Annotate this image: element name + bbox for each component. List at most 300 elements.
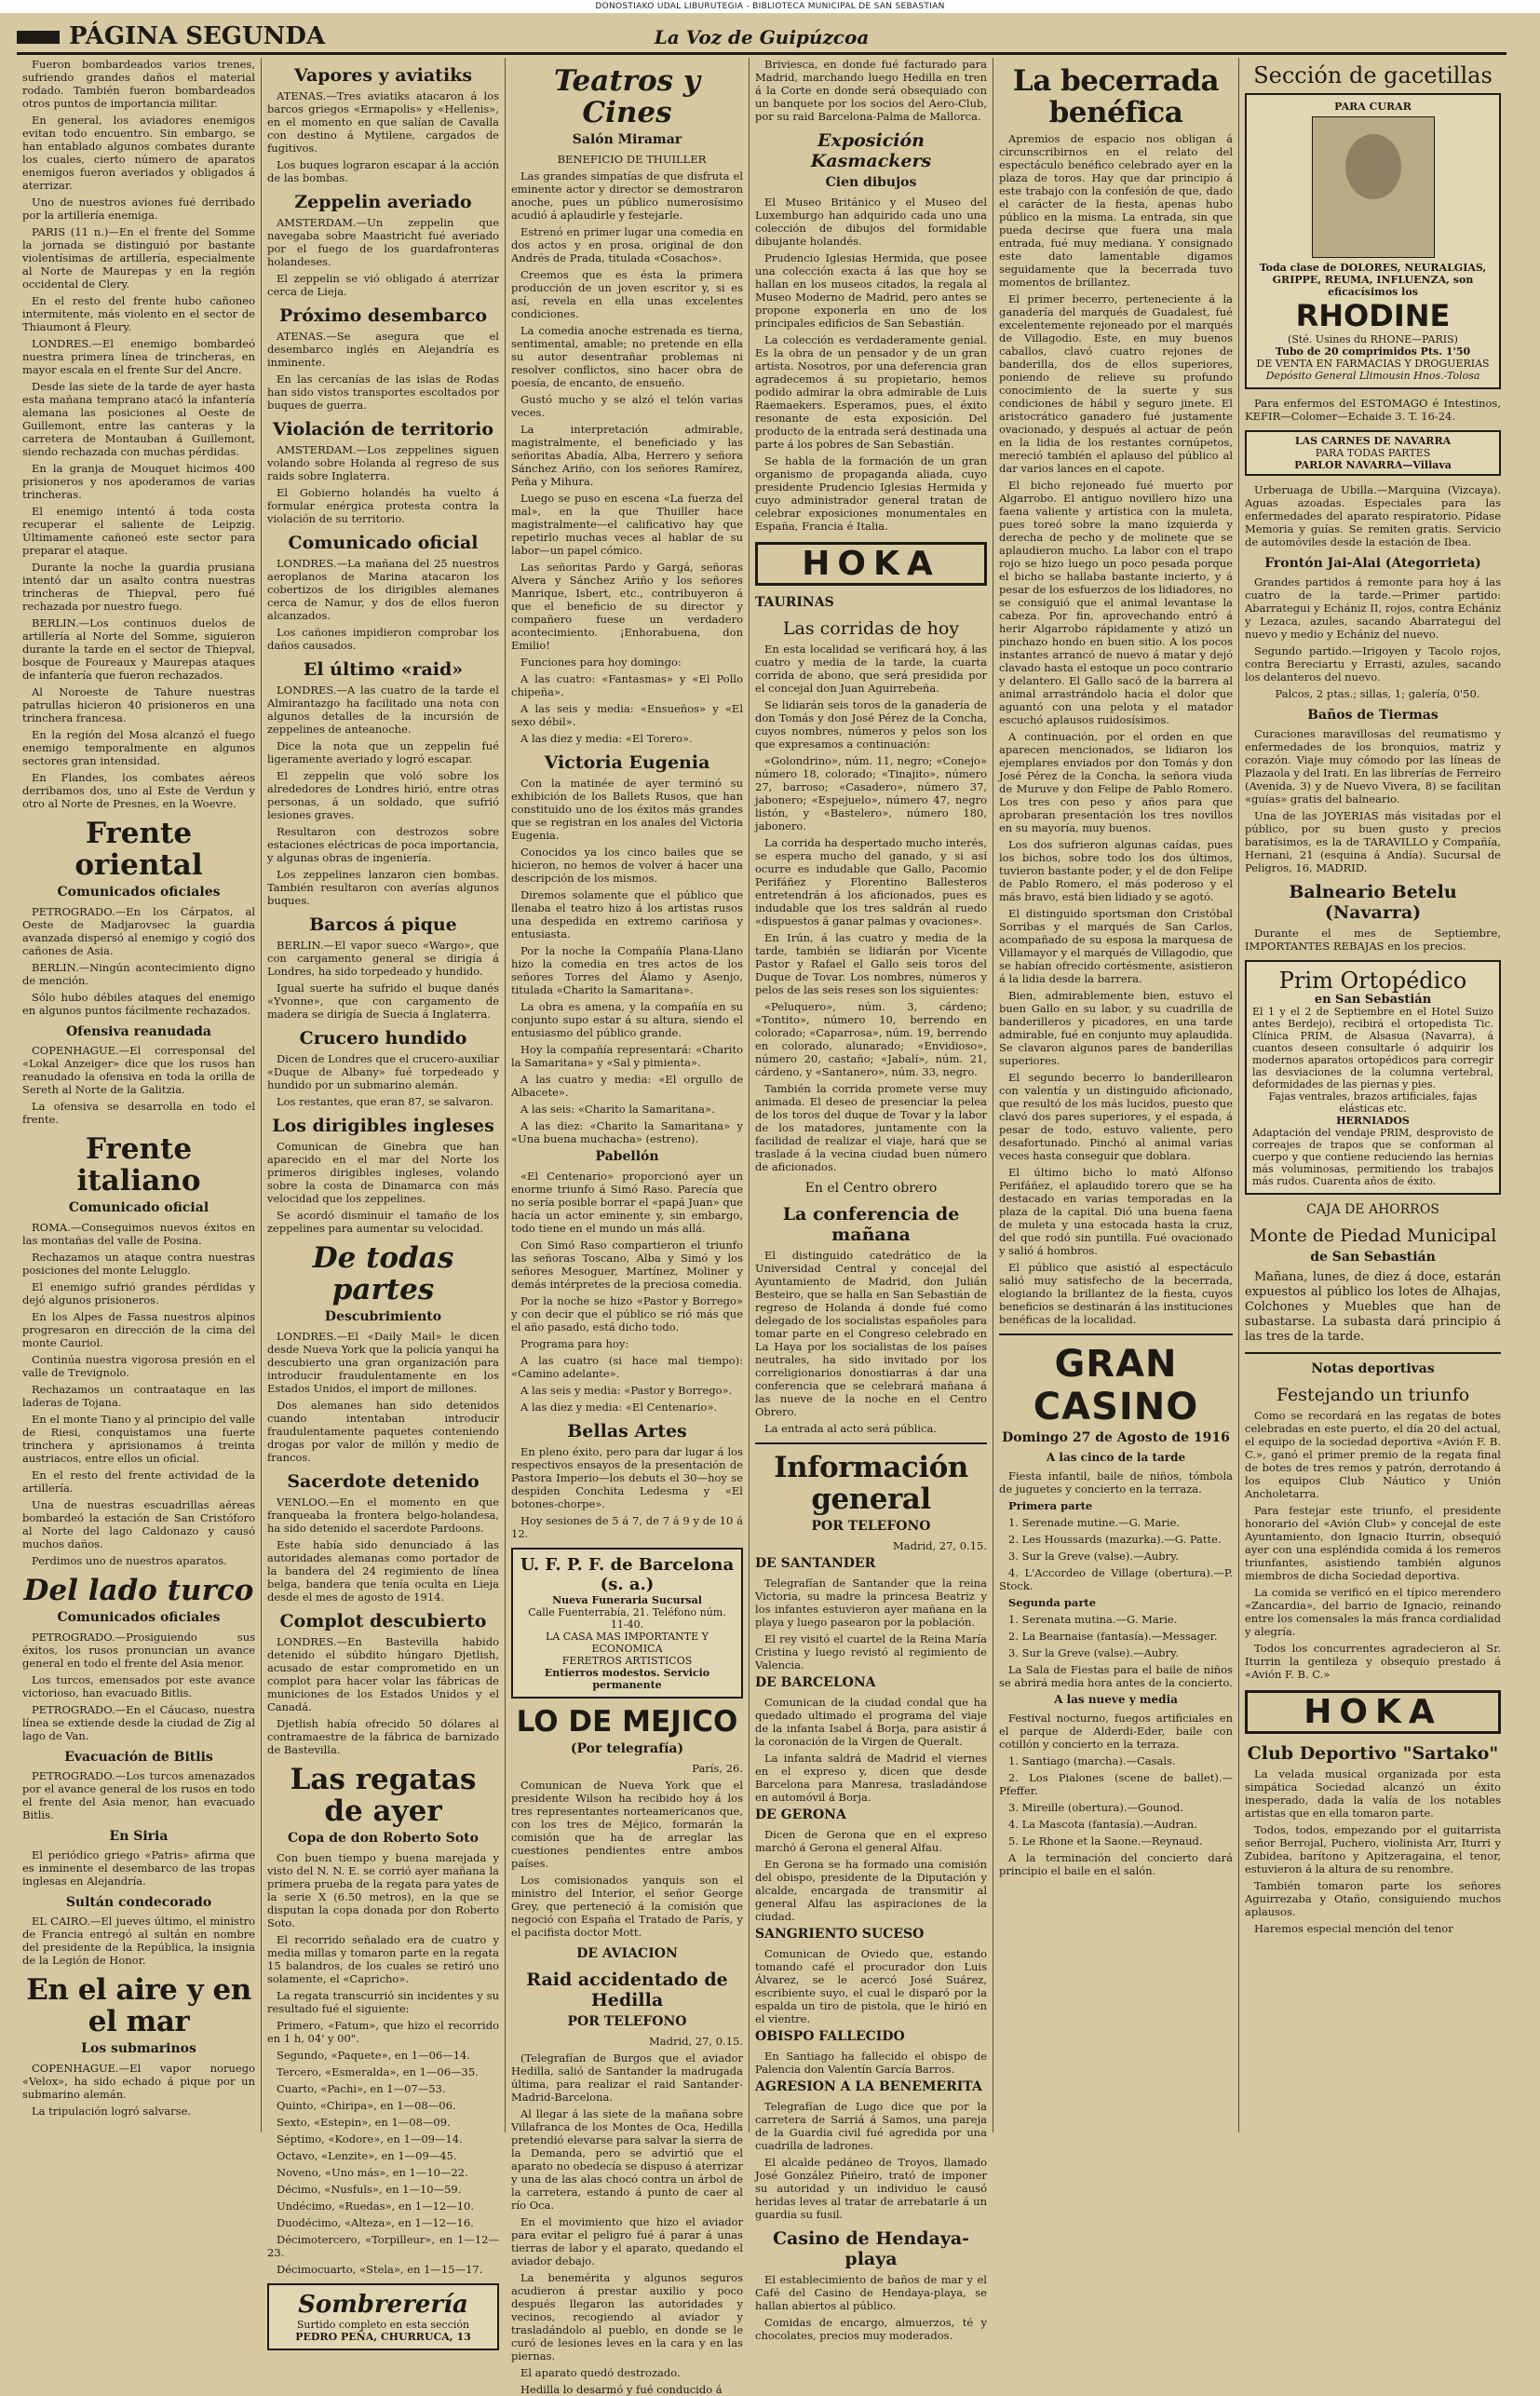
article-paragraph: El zeppelin se vió obligado á aterrizar cerca de Lieja. xyxy=(267,272,499,298)
ad-address: Calle Fuenterrabía, 21. Teléfono núm. 11-40. xyxy=(528,1606,726,1631)
ad-subtitle: HERNIADOS xyxy=(1336,1115,1410,1127)
headline-notas-deportivas: Notas deportivas xyxy=(1311,1361,1435,1376)
headline-regatas: Las regatas de ayer xyxy=(290,1763,477,1828)
article-paragraph: A las seis y media: «Ensueños» y «El sexo débil». xyxy=(511,702,743,728)
article-paragraph: AMSTERDAM.—Los zeppelines siguen volando sobre Holanda al regreso de sus raids sobre Inglaterra. xyxy=(267,443,499,482)
article-paragraph: Este había sido denunciado á las autoridades alemanas como portador de la bandera del 24 regimiento de línea belga, bandera que tenía oculta en Lieja desde el mes de agosto de 1914. xyxy=(267,1538,499,1604)
article-paragraph: Los zeppelines lanzaron cien bombas. También resultaron con averías algunos buques. xyxy=(267,868,499,907)
article-paragraph: El público que asistió al espectáculo salió muy satisfecho de la becerrada, elogiando la brillantez de la fiesta, cuyos beneficios se destinarán á las instituciones benéficas de la localidad. xyxy=(999,1261,1233,1326)
article-paragraph: La entrada al acto será pública. xyxy=(764,1422,938,1435)
article-paragraph: Dos alemanes han sido detenidos cuando intentaban introducir fraudulentamente paquetes conteniendo drogas por valor de millón y medio de francos. xyxy=(267,1399,499,1464)
article-paragraph: La colección es verdaderamente genial. Es la obra de un pensador y de un gran artista. Nosotros, por una deferencia gran agradecemos á su propietario, hemos podido admirar la obra admirable de Luis Raemaekers. Esperamos, pues, el éxito resonante de esta exposición. Del producto de la entrada será destinada una parte á los pobres de San Sebastián. xyxy=(755,333,987,451)
article-paragraph: A las cuatro y media: «El orgullo de Albacete». xyxy=(511,1073,743,1099)
article-paragraph: Curaciones maravillosas del reumatismo y enfermedades de los bronquios, matriz y corazón. Viaje muy cómodo por las líneas de Plazaola y del Irati. En las librerías de Ferreiro (Avenida, 3) y de Nuevo Vivera, 8) se facilitan «guías» gratis del balneario. xyxy=(1245,727,1501,805)
article-paragraph: En Santiago ha fallecido el obispo de Palencia don Valentín García Barros. xyxy=(755,2050,987,2076)
article-paragraph: Para festejar este triunfo, el presidente honorario del «Avión Club» y concejal de este Ayuntamiento, don Ignacio Iturrin, obsequió ayer con una espléndida comida á los remeros triunfantes, asistiendo también algunos miembros de dicha Sociedad deportiva. xyxy=(1245,1504,1501,1582)
headline-dirigibles: Los dirigibles ingleses xyxy=(272,1116,494,1136)
headline-raid: El último «raid» xyxy=(303,659,464,680)
article-paragraph: La Sala de Fiestas para el baile de niños se abrirá media hora antes de la concierto. xyxy=(999,1663,1233,1689)
subheadline: POR TELEFONO xyxy=(811,1519,931,1534)
ad-address: PEDRO PEÑA, CHURRUCA, 13 xyxy=(295,2331,471,2343)
article-paragraph: El zeppelin que voló sobre los alrededores de Londres hirió, entre otras personas, á un soldado, que sufrió lesiones graves. xyxy=(267,769,499,821)
portrait-illustration xyxy=(1312,116,1435,258)
article-paragraph: PETROGRADO.—Los turcos amenazados por el avance general de los rusos en todo el frente del Asia menor, han evacuado Bitlis. xyxy=(22,1769,255,1821)
article-paragraph: VENLOO.—En el momento en que franqueaba la frontera belgo-holandesa, ha sido detenido el sacerdote Pardoons. xyxy=(267,1496,499,1535)
divider xyxy=(755,1442,987,1444)
ad-carnes xyxy=(1245,430,1501,476)
article-paragraph: La interpretación admirable, magistralmente, el beneficiado y las señoritas Abadía, Alba, Herrero y señora Sánchez Ariño, con los señores Ramírez, Peña y Mihura. xyxy=(511,423,743,488)
ad-title: Prim Ortopédico xyxy=(1278,968,1467,994)
article-paragraph: El primer becerro, perteneciente á la ganadería del marqués de Guadalest, fué excelentemente rejoneado por el marqués de Villagodio. Este, en muy buenos caballos, clavó cuatro rejones de banderilla, dos de ellos superiores, poniendo de relieve su profundo conocimiento de la suerte y sus condiciones de hábil y seguro jinete. El aristocrático ganadero fué justamente ovacionado, y después al actuar de peón en la lidia de los restantes cornúpetos, mereció también el aplauso del público al dar varios lances en el capote. xyxy=(999,292,1233,475)
result-line: Segundo, «Paquete», en 1—06—14. xyxy=(277,2049,471,2062)
article-paragraph: Madrid, 27, 0.15. xyxy=(648,2035,743,2048)
article-paragraph: También tomaron parte los señores Aguirrezaba y Otaño, consiguiendo muchos aplausos. xyxy=(1245,1879,1501,1918)
article-paragraph: El alcalde pedáneo de Troyos, llamado José González Piñeiro, trató de imponer su autoridad y un individuo le causó heridas leves al tratar de arrebatarle á un guardia su fusil. xyxy=(755,2156,987,2221)
headline-comunicado: Comunicado oficial xyxy=(288,533,479,553)
article-paragraph: Se acordó disminuir el tamaño de los zeppelines para aumentar su velocidad. xyxy=(267,1209,499,1235)
article-paragraph: Una de las JOYERIAS más visitadas por el público, por su buen gusto y precios baratísimos, es la de TARAVILLO y Compañía, Hernani, 21 (esquina á Andía). Sucursal de Peligros, 16, MADRID. xyxy=(1245,809,1501,874)
article-paragraph: Fueron bombardeados varios trenes, sufriendo grandes daños el material rodado. También fueron bombardeados otros puntos de importancia militar. xyxy=(22,58,255,110)
ad-rhodine xyxy=(1245,93,1501,389)
column-6 xyxy=(1238,58,1506,2132)
headline-informacion: Información general xyxy=(774,1451,968,1516)
article-paragraph: LONDRES.—El «Daily Mail» le dicen desde Nueva York que la policía yanqui ha descubierto una gran organización para introducir fraudulentamente en los Estados Unidos, el import de millones. xyxy=(267,1330,499,1395)
headline-lado-turco: Del lado turco xyxy=(23,1574,254,1607)
article-paragraph: BERLIN.—El vapor sueco «Wargo», que con cargamento general se dirigía á Londres, ha sido torpedeado y hundido. xyxy=(267,939,499,978)
article-paragraph: (Telegrafían de Burgos que el aviador Hedilla, salió de Santander la madrugada última, para realizar el raid Santander-Madrid-Barcelona. xyxy=(511,2051,743,2104)
headline-complot: Complot descubierto xyxy=(279,1611,487,1631)
result-line: Sexto, «Estepin», en 1—08—09. xyxy=(277,2116,451,2129)
headline-banos: Baños de Tiermas xyxy=(1307,708,1439,723)
headline-bitlis: Evacuación de Bitlis xyxy=(64,1750,213,1765)
headline-sultan: Sultán condecorado xyxy=(65,1895,212,1910)
column-5 xyxy=(993,58,1238,2132)
column-3 xyxy=(505,58,749,2396)
ad-sombrereria xyxy=(267,2283,499,2350)
section-taurinas: TAURINAS xyxy=(755,595,834,610)
article-paragraph: Los dos sufrieron algunas caídas, pues los bichos, sobre todo los dos últimos, tuvieron bastante poder, y el de don Felipe de Pablo Romero, el más poderoso y el más bravo, está bien lidiado y se agotó. xyxy=(999,838,1233,903)
article-paragraph: La obra es amena, y la compañía en su conjunto supo estar á su altura, siendo el entusiasmo del público grande. xyxy=(511,1000,743,1039)
article-paragraph: La tripulación logró salvarse. xyxy=(32,2105,192,2118)
article-paragraph: PETROGRADO.—En el Cáucaso, nuestra línea se extiende desde la ciudad de Zig al lago de Van. xyxy=(22,1703,255,1742)
article-paragraph: En los Alpes de Fassa nuestros alpinos progresaron en dirección de la cima del monte Cauriol. xyxy=(22,1310,255,1349)
article-paragraph: Comunican de Nueva York que el presidente Wilson ha recibido hoy á los tres representantes norteamericanos que, con los tres de Méjico, formarán la comisión que ha de arreglar las cuestiones pendientes entre ambos países. xyxy=(511,1779,743,1870)
article-paragraph: Dice la nota que un zeppelin fué ligeramente averiado y logró escapar. xyxy=(267,739,499,765)
section-head: AGRESION A LA BENEMERITA xyxy=(755,2079,982,2094)
program-item: 4. L'Accordeo de Village (obertura).—P. Stock. xyxy=(999,1566,1233,1592)
headline-caja: CAJA DE AHORROS xyxy=(1306,1202,1439,1217)
article-paragraph: Los restantes, que eran 87, se salvaron. xyxy=(277,1095,493,1108)
article-paragraph: A las cuatro (si hace mal tiempo): «Camino adelante». xyxy=(511,1354,743,1380)
article-paragraph: Las señoritas Pardo y Gargá, señoras Alvera y Sánchez Ariño y los señores Manrique, Isbert, etc., contribuyeron á que el beneficio de su director y compañero fuese un verdadero acontecimiento. ¡Enhorabuena, don Emilio! xyxy=(511,561,743,652)
article-paragraph: ROMA.—Conseguimos nuevos éxitos en las montañas del valle de Posina. xyxy=(22,1221,255,1247)
article-paragraph: El Museo Británico y el Museo del Luxemburgo han adquirido cada uno una colección de dibujos del formidable dibujante holandés. xyxy=(755,196,987,248)
ad-subtitle: Nueva Funeraria Sucursal xyxy=(552,1594,702,1606)
divider xyxy=(999,1333,1233,1335)
article-paragraph: ATENAS.—Tres aviatiks atacaron á los barcos griegos «Ermapolis» y «Hellenis», en el momento en que salían de Cavalla con destino á Mytilene, cargados de fugitivos. xyxy=(267,89,499,155)
article-paragraph: EL CAIRO.—El jueves último, el ministro de Francia entregó al sultán en nombre del presidente de la República, la insignia de la Legión de Honor. xyxy=(22,1915,255,1967)
ad-line: PARLOR NAVARRA—Villava xyxy=(1294,459,1452,471)
headline-crucero: Crucero hundido xyxy=(299,1028,467,1049)
article-paragraph: Al llegar á las siete de la mañana sobre Villafranca de los Montes de Oca, Hedilla pretendió elevarse para salvar la sierra de la Demanda, pero se advirtió que el aparato no obedecía se dispuso á aterrizar y una de las alas chocó contra un árbol de la carretera, estando á punto de caer al río Oca. xyxy=(511,2107,743,2212)
article-paragraph: COPENHAGUE.—El corresponsal del «Lokal Anzeiger» dice que los rusos han reanudado la ofensiva en toda la orilla de Sereth al Norte de la Galitzia. xyxy=(22,1044,255,1096)
article-paragraph: El periódico griego «Patris» afirma que es inminente el desembarco de las tropas inglesas en Alejandría. xyxy=(22,1848,255,1888)
headline-zeppelin: Zeppelin averiado xyxy=(294,192,472,212)
article-paragraph: Urberuaga de Ubilla.—Marquina (Vizcaya). Aguas azoadas. Especiales para las enfermedades del aparato respiratorio. Pídase Memoria y guías. Se remiten gratis. Servicio de automóviles desde la estación de Ibea. xyxy=(1245,483,1501,548)
article-paragraph: En la región del Mosa alcanzó el fuego enemigo temporalmente en algunos sectores gran intensidad. xyxy=(22,728,255,767)
headline-todas-partes: De todas partes xyxy=(312,1241,454,1306)
article-paragraph: Los cañones impidieron comprobar los daños causados. xyxy=(267,626,499,652)
article-paragraph: Resultaron con destrozos sobre estaciones eléctricas de poca importancia, y algunas obras de ingeniería. xyxy=(267,825,499,864)
column-1 xyxy=(17,58,261,2132)
article-paragraph: A las seis: «Charito la Samaritana». xyxy=(520,1103,715,1116)
masthead xyxy=(17,20,1506,55)
headline-raid-hedilla: Raid accidentado de Hedilla xyxy=(526,1970,728,2010)
program-item: 5. Le Rhone et la Saone.—Reynaud. xyxy=(1008,1834,1203,1848)
article-paragraph: A continuación, por el orden en que aparecen mencionados, se lidiaron los ejemplares enviados por don Tomás y don José Pérez de la Concha, la señora viuda de Muruve y don Felipe de Pablo Romero. Los tres con peso y años para que aprobaran presentación los tres novillos en su mayoría, muy buenos. xyxy=(999,730,1233,834)
article-paragraph: Palcos, 2 ptas.; sillas, 1; galería, 0'50. xyxy=(1275,687,1480,700)
article-paragraph: En el resto del frente actividad de la artillería. xyxy=(22,1469,255,1495)
headline-betelu: Balneario Betelu (Navarra) xyxy=(1289,882,1457,923)
article-paragraph: Gustó mucho y se alzó el telón varias veces. xyxy=(511,393,743,419)
ad-line: PARA CURAR xyxy=(1334,101,1412,113)
ad-prim xyxy=(1245,960,1501,1195)
ad-line: FERETROS ARTISTICOS xyxy=(561,1655,693,1667)
ad-subtitle: en San Sebastián xyxy=(1314,993,1432,1007)
casino-time: A las cinco de la tarde xyxy=(1046,1451,1186,1464)
article-paragraph: Los buques lograron escapar á la acción de las bombas. xyxy=(267,158,499,184)
article-paragraph: El aparato quedó destrozado. xyxy=(520,2366,681,2379)
article-paragraph: Durante la noche la guardia prusiana intentó dar un asalto contra nuestras trincheras de Thiepval, pero fué rechazada por nuestro fuego. xyxy=(22,561,255,613)
article-paragraph: La infanta saldrá de Madrid el viernes en el expreso y, dicen que desde Barcelona para Manresa, trasladándose en automóvil á Borja. xyxy=(755,1752,987,1804)
headline-frente-italiano: Frente italiano xyxy=(76,1132,201,1198)
article-paragraph: Diremos solamente que el público que llenaba el teatro hizo á los artistas rusos una despedida en extremo cariñosa y entusiasta. xyxy=(511,888,743,941)
article-paragraph: PETROGRADO.—En los Cárpatos, al Oeste de Madjarovsec la guardia avanzada dispersó al enemigo y cogió dos cañones de Asia. xyxy=(22,905,255,957)
result-line: Séptimo, «Kodore», en 1—09—14. xyxy=(277,2132,463,2146)
headline-sacerdote: Sacerdote detenido xyxy=(287,1471,480,1492)
article-paragraph: Se habla de la formación de un gran organismo de propaganda aliada, cuyo presidente Prudencio Iglesias Hermida y cuyo administrador general tratan de celebrar exposiciones monumentales en España, Francia é Italia. xyxy=(755,454,987,533)
article-paragraph: Estrenó en primer lugar una comedia en dos actos y en prosa, original de don Andrés de Prada, titulada «Cosachos». xyxy=(511,225,743,264)
headline-aviacion: DE AVIACION xyxy=(576,1946,678,1961)
result-line: Décimocuarto, «Stela», en 1—15—17. xyxy=(277,2263,483,2276)
article-paragraph: Con Simó Raso compartieron el triunfo las señoras Toscano, Alba y Simó y los señores Mesoguer, Martínez, Moliner y demás intérpretes de la preciosa comedia. xyxy=(511,1239,743,1291)
article-paragraph: COPENHAGUE.—El vapor noruego «Velox», ha sido echado á pique por un submarino alemán. xyxy=(22,2062,255,2101)
article-paragraph: Una de nuestras escuadrillas aéreas bombardeó la estación de San Cristóforo al Norte del lago Caldonazo y causó muchos daños. xyxy=(22,1498,255,1550)
program-item: 1. Santiago (marcha).—Casals. xyxy=(1008,1754,1176,1767)
headline-violacion: Violación de territorio xyxy=(272,419,494,440)
article-paragraph: Uno de nuestros aviones fué derribado por la artillería enemiga. xyxy=(22,196,255,222)
article-paragraph: AMSTERDAM.—Un zeppelin que navegaba sobre Maastricht fué averiado por el fuego de los guardafronteras holandeses. xyxy=(267,216,499,268)
article-paragraph: Con buen tiempo y buena marejada y visto del N. N. E. se corrió ayer mañana la primera prueba de la regata para yates de la serie X (6.50 metros), en la que se disputan la copa donada por don Roberto Soto. xyxy=(267,1851,499,1929)
column-4 xyxy=(749,58,993,2342)
headline-corridas: Las corridas de hoy xyxy=(782,618,960,639)
headline-aire-mar: En el aire y en el mar xyxy=(26,1973,251,2038)
article-paragraph: En el resto del frente hubo cañoneo intermitente, más violento en el sector de Thiaumont á Fleury. xyxy=(22,294,255,333)
ad-line: PARA TODAS PARTES xyxy=(1315,447,1431,459)
ad-text: Fajas ventrales, brazos artificiales, fajas elásticas etc. xyxy=(1268,1090,1478,1115)
ad-brand: RHODINE xyxy=(1295,298,1451,333)
newspaper-title: La Voz de Guipúzcoa xyxy=(654,26,870,48)
article-paragraph: «El Centenario» proporcionó ayer un enorme triunfo á Simó Raso. Parecía que no sería posible borrar el «papá Juan» que hacía un actor eminente y, sin embargo, todo tiene en el mundo un más allá. xyxy=(511,1170,743,1235)
hoka-banner: HOKA xyxy=(1245,1690,1501,1734)
result-line: Tercero, «Esmeralda», en 1—06—35. xyxy=(277,2065,479,2078)
ad-text: Adaptación del vendaje PRIM, desprovisto de correajes de trapos que se conforman al cuerpo y que contiene reduciendo las hernias más voluminosas, permitiendo los trabajos más rudos. Cuarenta años de éxito. xyxy=(1252,1127,1493,1187)
regatta-results xyxy=(267,2019,499,2276)
ad-funeraria xyxy=(511,1548,743,1699)
article-paragraph: El enemigo intentó á toda costa recuperar el saliente de Leipzig. Últimamente cañoneó este sector para preparar el ataque. xyxy=(22,505,255,557)
article-paragraph: Madrid, 27, 0.15. xyxy=(892,1539,987,1552)
headline-vapores: Vapores y aviatiks xyxy=(293,65,473,86)
section-head: DE SANTANDER xyxy=(755,1556,876,1571)
subheadline: Salón Miramar xyxy=(572,132,682,147)
ad-text: El 1 y el 2 de Septiembre en el Hotel Suizo antes Berdejo), recibirá el ortopedista Tic. Clínica PRIM, de Alsasua (Navarra), á cuantos deseen consultarle ó adquirir los modernos aparatos ortopédicos para corregir las desviaciones de la columna vertebral, deformidades de las piernas y pies. xyxy=(1252,1006,1493,1090)
article-paragraph: En pleno éxito, pero para dar lugar á los respectivos ensayos de la presentación de Pastora Imperio—los debuts el 30—hoy se despiden Conchita Ledesma y «El botones-chorpe». xyxy=(511,1445,743,1510)
result-line: Noveno, «Uno más», en 1—10—22. xyxy=(277,2166,468,2179)
article-paragraph: Haremos especial mención del tenor xyxy=(1254,1922,1453,1935)
program-item: 2. Les Houssards (mazurka).—G. Patte. xyxy=(1008,1533,1222,1546)
article-paragraph: El rey visitó el cuartel de la Reina María Cristina y luego revistó al regimiento de Valencia. xyxy=(755,1632,987,1672)
article-paragraph: En Irún, á las cuatro y media de la tarde, también se lidiarán por Vicente Pastor y Rafael el Gallo seis toros del Duque de Tovar. Los nombres, números y pelos de las seis reses son los siguientes: xyxy=(755,931,987,996)
headline-frente-oriental: Frente oriental xyxy=(74,817,203,882)
article-paragraph: El enemigo sufrió grandes pérdidas y dejó algunos prisioneros. xyxy=(22,1280,255,1306)
subheadline: Descubrimiento xyxy=(324,1309,442,1324)
headline-ofensiva: Ofensiva reanudada xyxy=(65,1024,212,1039)
program-item: 3. Sur la Greve (valse).—Aubry. xyxy=(1008,1646,1179,1659)
article-paragraph: Continúa nuestra vigorosa presión en el valle de Trevignolo. xyxy=(22,1353,255,1379)
headline-barcos: Barcos á pique xyxy=(309,914,457,935)
headline-conferencia: La conferencia de mañana xyxy=(782,1204,960,1245)
subheadline: Pabellón xyxy=(595,1149,659,1164)
article-paragraph: LONDRES.—La mañana del 25 nuestros aeroplanos de Marina atacaron los cobertizos de los dirigibles alemanes cerca de Namur, y dos de ellos fueron alcanzados. xyxy=(267,557,499,622)
article-paragraph: ATENAS.—Se asegura que el desembarco inglés en Alejandría es inminente. xyxy=(267,330,499,369)
headline-gacetillas: Sección de gacetillas xyxy=(1253,62,1493,88)
subheadline: A las nueve y media xyxy=(1054,1693,1178,1706)
article-paragraph: Hoy la compañía representará: «Charito la Samaritana» y «Sal y pimienta». xyxy=(511,1043,743,1069)
article-paragraph: Rechazamos un ataque contra nuestras posiciones del monte Lelugglo. xyxy=(22,1251,255,1277)
section-head: SANGRIENTO SUCESO xyxy=(755,1927,925,1942)
program-item: 3. Sur la Greve (valse).—Aubry. xyxy=(1008,1550,1179,1563)
section-head: OBISPO FALLECIDO xyxy=(755,2029,905,2044)
subheadline: POR TELEFONO xyxy=(567,2014,687,2029)
program-item: 1. Serenata mutina.—G. Marie. xyxy=(1008,1613,1178,1626)
article-paragraph: El distinguido sportsman don Cristóbal Sorribas y el marqués de San Carlos, acompañado de su esposa la marquesa de Villamayor y el marqués de Villagodio, que se habían ofrecido cortésmente, asistieron á la lidia desde la barrera. xyxy=(999,907,1233,985)
article-paragraph: Telegrafían de Lugo dice que por la carretera de Sarriá á Samos, una pareja de la Guardia civil fué agredida por una cuadrilla de ladrones. xyxy=(755,2100,987,2152)
article-paragraph: A las diez: «Charito la Samaritana» y «Una buena muchacha» (estreno). xyxy=(511,1119,743,1145)
casino-date: Domingo 27 de Agosto de 1916 xyxy=(1002,1430,1230,1445)
article-paragraph: Durante el mes de Septiembre, IMPORTANTES REBAJAS en los precios. xyxy=(1245,927,1501,953)
article-paragraph: También la corrida promete verse muy animada. El deseo de presenciar la pelea de los toros del duque de Tovar y la labor de los matadores, juntamente con la facilidad de realizar el viaje, hará que se traslade á la vecina ciudad buen número de aficionados. xyxy=(755,1082,987,1173)
article-paragraph: Sólo hubo débiles ataques del enemigo en algunos puntos fácilmente rechazados. xyxy=(22,991,255,1017)
program-part: Primera parte xyxy=(1008,1499,1093,1512)
result-line: Quinto, «Chiripa», en 1—08—06. xyxy=(277,2099,456,2112)
article-paragraph: Mañana, lunes, de diez á doce, estarán expuestos al público los lotes de Alhajas, Colchones y Muebles que han de subastarse. La subasta dará principio á las tres de la tarde. xyxy=(1245,1270,1501,1344)
article-paragraph: Dicen de Londres que el crucero-auxiliar «Duque de Albany» fué torpedeado y hundido por un submarino alemán. xyxy=(267,1052,499,1091)
article-paragraph: Luego se puso en escena «La fuerza del mal», en la que Thuiller hace magistralmente—el calificativo hay que repetirlo muchas veces al hablar de su labor—un papel cómico. xyxy=(511,492,743,557)
article-paragraph: Apremios de espacio nos obligan á circunscribirnos en el relato del espectáculo benéfico celebrado ayer en la plaza de toros. Hay que dar principio á este trabajo con la confesión de que, dado el carácter de la fiesta, apenas hubo público en la misma. La entrada, sin que pueda decirse que fuera una mala entrada, fué muy mediana. Y consignado este dato lamentable digamos seguidamente que la becerrada tuvo momentos de brillantez. xyxy=(999,132,1233,289)
ad-title: Sombrerería xyxy=(298,2291,468,2319)
article-paragraph: En esta localidad se verificará hoy, á las cuatro y media de la tarde, la cuarta corrida de abono, que será presidida por el concejal don Juan Aguirrebeña. xyxy=(755,643,987,695)
article-paragraph: A las seis y media: «Pastor y Borrego». xyxy=(520,1384,733,1397)
headline-festejando: Festejando un triunfo xyxy=(1276,1385,1470,1405)
program-item: 1. Serenade mutine.—G. Marie. xyxy=(1008,1516,1181,1529)
article-paragraph: PARIS (11 n.)—En el frente del Somme la jornada se distinguió por bastante violentísimas de artillería, especialmente al Norte de Maurepas y en la región occidental de Clery. xyxy=(22,225,255,291)
article-paragraph: Perdimos uno de nuestros aparatos. xyxy=(32,1554,227,1567)
article-paragraph: Hoy sesiones de 5 á 7, de 7 á 9 y de 10 á 12. xyxy=(511,1514,743,1540)
article-paragraph: En Flandes, los combates aéreos derribamos dos, uno al Este de Verdun y otro al Norte de Presnes, en la Woevre. xyxy=(22,771,255,810)
article-paragraph: Creemos que es ésta la primera producción de un joven escritor y, si es así, revela en ella unas excelentes condiciones. xyxy=(511,268,743,320)
article-paragraph: Funciones para hoy domingo: xyxy=(520,656,682,669)
article-paragraph: Fiesta infantil, baile de niños, tómbola de juguetes y concierto en la terraza. xyxy=(999,1469,1233,1496)
article-paragraph: París, 26. xyxy=(692,1762,743,1775)
result-line: Cuarto, «Pachi», en 1—07—53. xyxy=(277,2082,446,2095)
article-paragraph: Djetlish había ofrecido 50 dólares al contramaestre de la fábrica de barnizado de Bastevilla. xyxy=(267,1717,499,1756)
article-paragraph: BERLIN.—Ningún acontecimiento digno de mención. xyxy=(22,961,255,987)
article-paragraph: El segundo becerro lo banderillearon con valentía y un distinguido aficionado, que resultó de los más lucidos, puesto que clavó dos pares superiores, y el espada, á pesar de todo, estuvo valiente, pero desafortunado. Pinchó al animal varias veces hasta conseguir que doblara. xyxy=(999,1071,1233,1162)
headline-victoria: Victoria Eugenia xyxy=(544,752,710,773)
article-paragraph: Segundo partido.—Irigoyen y Tacolo rojos, contra Bereciartu y Errasti, azules, sacando los delanteros del nuevo. xyxy=(1245,644,1501,684)
article-paragraph: La regata transcurrió sin incidentes y su resultado fué el siguiente: xyxy=(267,1989,499,2015)
article-paragraph: Comunican de Ginebra que han aparecido en el mar del Norte los primeros dirigibles ingleses, volando sobre la costa de Dinamarca con más velocidad que los zeppelines. xyxy=(267,1140,499,1205)
article-paragraph: A las diez y media: «El Torero». xyxy=(520,732,693,745)
hoka-banner: HOKA xyxy=(755,542,987,586)
article-paragraph: Festival nocturno, fuegos artificiales en el parque de Alderdi-Eder, baile con cotillón y concierto en la terraza. xyxy=(999,1712,1233,1751)
article-paragraph: LONDRES.—En Bastevilla habido detenido el súbdito húngaro Djetlish, acusado de estar comprometido en un complot para hacer volar las fábricas de municiones de los Estados Unidos y el Canadá. xyxy=(267,1635,499,1713)
headline-exposicion: Exposición Kasmackers xyxy=(810,130,932,171)
article-paragraph: Los turcos, emensados por este avance victorioso, han evacuado Bitlis. xyxy=(22,1673,255,1699)
article-paragraph: A las cuatro: «Fantasmas» y «El Pollo chipeña». xyxy=(511,672,743,698)
headline-teatros: Teatros y Cines xyxy=(554,64,700,129)
article-paragraph: «Golondrino», núm. 11, negro; «Conejo» número 18, colorado; «Tinajito», número 27, barroso; «Casadero», número 37, jabonero; «Espejuelo», número 47, negro listón, y «Bastelero», número 180, jabonero. xyxy=(755,754,987,833)
section-head: DE GERONA xyxy=(755,1807,846,1822)
subheadline: Copa de don Roberto Soto xyxy=(288,1831,479,1846)
article-paragraph: El recorrido señalado era de cuatro y media millas y tomaron parte en la regata 15 balandros, de los cuales se retiró uno solamente, el «Capricho». xyxy=(267,1933,499,1985)
article-paragraph: En general, los aviadores enemigos evitan todo encuentro. Sin embargo, se han entablado algunos combates durante los cuales, cierto número de aparatos enemigos fueron averiados y obligados á aterrizar. xyxy=(22,114,255,192)
result-line: Décimotercero, «Torpilleur», en 1—12—23. xyxy=(267,2233,499,2259)
column-2 xyxy=(261,58,505,2343)
program-item: 2. Los Pialones (scene de ballet).—Pfeffer. xyxy=(999,1771,1233,1797)
article-paragraph: El bicho rejoneado fué muerto por Algarrobo. El antiguo novillero hizo una faena valiente y artística con la muleta, pues toreó sobre la mano izquierda y derecha de pecho y de molinete que se aplaudieron mucho. La labor con el trapo rojo se hizo luego un poco pesada porque el bicho se hallaba bastante incierto, y á pesar de los esfuerzos de los lidiadores, no se consiguió que el animal levantase la cabeza. Por fin, aprovechando entró á herir Algarrobo rápidamente y atizó un pinchazo hondo en buen sitio. A los pocos instantes arrancó de nuevo á matar y dejó clavado hasta el estoque un poco contrario y delantero. El Gallo sacó de la barrera al animal arrastrándolo hacia el dolor que aguantó con una pelota y el matador escuchó aplausos ruidosísimos. xyxy=(999,479,1233,726)
article-paragraph: En la granja de Mouquet hicimos 400 prisioneros y nos apoderamos de varias trincheras. xyxy=(22,462,255,501)
subheadline: Cien dibujos xyxy=(825,175,917,190)
result-line: Primero, «Fatum», que hizo el recorrido en 1 h, 04' y 00". xyxy=(267,2019,499,2045)
article-paragraph: Comidas de encargo, almuerzos, té y chocolates, precios muy moderados. xyxy=(755,2316,987,2342)
result-line: Décimo, «Nusfuls», en 1—10—59. xyxy=(277,2183,462,2196)
headline-fronton: Frontón Jai-Alai (Ategorrieta) xyxy=(1264,556,1481,571)
program-item: 3. Mireille (obertura).—Gounod. xyxy=(1008,1801,1183,1814)
article-paragraph: Con la matinée de ayer terminó su exhibición de los Ballets Rusos, que han constituido uno de los éxitos más grandes que se registran en los anales del Victoria Eugenia. xyxy=(511,777,743,842)
article-paragraph: El último bicho lo mató Alfonso Perifáñez, el aplaudido torero que se ha destacado en varias temporadas en la plaza de la capital. Dió una buena faena de muleta y una estocada hasta la cruz, del que rodó sin puntilla. Fué ovacionado y salió á hombros. xyxy=(999,1166,1233,1257)
article-paragraph: El Gobierno holandés ha vuelto á formular enérgica protesta contra la violación de su territorio. xyxy=(267,486,499,525)
article-paragraph: BENEFICIO DE THUILLER xyxy=(557,153,707,166)
ad-line: LAS CARNES DE NAVARRA xyxy=(1294,435,1452,447)
article-paragraph: El distinguido catedrático de la Universidad Central y concejal del Ayuntamiento de Madrid, don Julián Besteiro, que se halla en San Sebastián de regreso de Holanda á donde fué como delegado de los socialistas españoles para tomar parte en el Congreso celebrado en La Haya por los socialistas de los países neutrales, ha sido invitado por los correligionarios donostiarras á dar una conferencia que se celebrará mañana á las nueve de la noche en el Centro Obrero. xyxy=(755,1249,987,1418)
headline-gran-casino: GRAN CASINO xyxy=(1033,1343,1199,1428)
article-paragraph: «Peluquero», núm. 3, cárdeno; «Tontito», número 10, berrendo en colorado; «Caparrosa», núm. 19, berrendo en colorado, alunarado; «Envidioso», número 20, castaño; «Jabalí», núm. 21, cárdeno, y «Santanero», núm. 33, negro. xyxy=(755,1000,987,1078)
article-paragraph: Desde las siete de la tarde de ayer hasta esta mañana temprano atacó la infantería alemana las posiciones al Oeste de Guillemont, entre las canteras y la carretera de Montauban á Guillemont, siendo rechazada con muchas pérdidas. xyxy=(22,380,255,458)
article-paragraph: Al Noroeste de Tahure nuestras patrullas hicieron 40 prisioneros en una trinchera francesa. xyxy=(22,685,255,724)
article-paragraph: Todos, todos, empezando por el guitarrista señor Berrojal, Puchero, violinista Arr, Iturri y Zubidea, barítono y Apitzeragaina, el tenor, estuvieron á la altura de su renombre. xyxy=(1245,1823,1501,1875)
result-line: Octavo, «Lenzite», en 1—09—45. xyxy=(277,2149,457,2162)
article-paragraph: Para enfermos del ESTOMAGO é Intestinos, KEFIR—Colomer—Echaide 3. T. 16-24. xyxy=(1245,397,1501,423)
headline-casino-hendaya: Casino de Hendaya-playa xyxy=(772,2228,970,2269)
subheadline: Comunicados oficiales xyxy=(57,885,221,900)
headline-siria: En Siria xyxy=(109,1829,169,1844)
article-paragraph: Rechazamos un contraataque en las laderas de Tojana. xyxy=(22,1383,255,1409)
ad-line: DE VENTA EN FARMACIAS Y DROGUERIAS xyxy=(1256,358,1490,370)
article-paragraph: Se lidiarán seis toros de la ganadería de don Tomás y don José Pérez de la Concha, cuyos nombres, números y pelos son los que expresamos a continuación: xyxy=(755,698,987,751)
ad-text: Surtido completo en esta sección xyxy=(296,2319,470,2331)
article-paragraph: Los comisionados yanquis son el ministro del Interior, el señor George Grey, que perteneció á la comisión que negoció con España el Tratado de París, y el pacifista doctor Mott. xyxy=(511,1874,743,1939)
subheadline: Los submarinos xyxy=(81,2041,196,2056)
headline-desembarco: Próximo desembarco xyxy=(278,305,488,326)
article-paragraph: Grandes partidos á remonte para hoy á las cuatro de la tarde.—Primer partido: Abarrategui y Echániz II, rojos, contra Echániz y Lezaca, azules, sacando Abarrategui del nuevo y medio y Echániz del nuevo. xyxy=(1245,575,1501,641)
article-paragraph: Comunican de Oviedo que, estando tomando café el procurador don Luis Álvarez, se le acercó José Suárez, escribiente suyo, el cual le disparó por la espalda un tiro de pistola, que le hirió en el vientre. xyxy=(755,1947,987,2025)
article-paragraph: Igual suerte ha sufrido el buque danés «Yvonne», que con cargamento de madera se dirigía de Suecia á Inglaterra. xyxy=(267,981,499,1021)
article-paragraph: La corrida ha despertado mucho interés, se espera mucho del ganado, y si así ocurre es indudable que Gallo, Pacomio Perifáñez y Florentino Ballesteros entretendrán á los aficionados, pues es indudable que los tres saldrán al ruedo «dispuestos á ganar palmas y ovaciones». xyxy=(755,836,987,927)
subheadline: de San Sebastián xyxy=(1310,1250,1436,1265)
archive-banner: DONOSTIAKO UDAL LIBURUTEGIA - BIBLIOTECA MUNICIPAL DE SAN SEBASTIAN xyxy=(0,0,1540,13)
article-paragraph: A la terminación del concierto dará principio el baile en el salón. xyxy=(999,1851,1233,1877)
article-paragraph: En las cercanías de las islas de Rodas han sido vistos transportes escoltados por buques de guerra. xyxy=(267,372,499,412)
article-paragraph: Comunican de la ciudad condal que ha quedado ultimado el programa del viaje de la infanta Isabel á Borja, para asistir á la coronación de la Virgen de Queralt. xyxy=(755,1696,987,1748)
article-paragraph: La velada musical organizada por esta simpática Sociedad alcanzó un éxito inesperado, dada la valía de los notables artistas que en ella tomaron parte. xyxy=(1245,1767,1501,1820)
subheadline: Comunicado oficial xyxy=(68,1200,209,1215)
article-paragraph: Por la noche la Compañía Plana-Llano hizo la comedia en tres actos de los señores Torres del Álamo y Asenjo, titulada «Charito la Samaritana». xyxy=(511,944,743,996)
article-paragraph: En Gerona se ha formado una comisión del obispo, presidente de la Diputación y alcalde, encargada de transmitir al general Alfau las aspiraciones de la ciudad. xyxy=(755,1858,987,1923)
article-paragraph: La comedia anoche estrenada es tierna, sentimental, amable; no pretende en ella su autor desentrañar problemas ni resolver conflictos, sino hacer obra de poesía, de encanto, de ensueño. xyxy=(511,324,743,389)
section-head: DE BARCELONA xyxy=(755,1675,876,1690)
article-paragraph: Por la noche se hizo «Pastor y Borrego» y con decir que el público se rió más que el año pasado, está dicho todo. xyxy=(511,1294,743,1333)
ad-line: LA CASA MAS IMPORTANTE Y ECONOMICA xyxy=(546,1631,709,1655)
article-paragraph: A las diez y media: «El Centenario». xyxy=(520,1401,718,1414)
result-line: Undécimo, «Ruedas», en 1—12—10. xyxy=(277,2200,475,2213)
headline-bellas-artes: Bellas Artes xyxy=(567,1421,687,1442)
article-paragraph: Conocidos ya los cinco bailes que se hicieron, no hemos de volver á hacer una descripción de los mismos. xyxy=(511,846,743,885)
program-item: 4. La Mascota (fantasía).—Audran. xyxy=(1008,1818,1197,1831)
article-paragraph: Como se recordará en las regatas de botes celebradas en este puerto, el día 20 del actual, el equipo de la sociedad deportiva «Avión F. B. C.», ganó el primer premio de la regata final de botes de tres remos y patrón, derrotando á los equipos Club Náutico y Unión Ancholetarra. xyxy=(1245,1409,1501,1500)
article-paragraph: Todos los concurrentes agradecieron al Sr. Iturrin la gentileza y obsequio prestado á «Avión F. B. C.» xyxy=(1245,1642,1501,1681)
ad-line: Tubo de 20 comprimidos Pts. 1'50 xyxy=(1275,345,1471,358)
article-paragraph: Hedilla lo desarmó y fué conducido á xyxy=(520,2383,723,2396)
ad-line: Toda clase de DOLORES, NEURALGIAS, GRIPPE, REUMA, INFLUENZA, son eficacísimos los xyxy=(1259,262,1487,298)
result-line: Duodécimo, «Alteza», en 1—12—16. xyxy=(277,2216,474,2229)
ad-line: (Sté. Usines du RHONE—PARIS) xyxy=(1288,333,1458,345)
article-paragraph: Dicen de Gerona que en el expreso marchó á Gerona el general Alfau. xyxy=(755,1828,987,1854)
page-label: PÁGINA SEGUNDA xyxy=(17,22,325,50)
article-paragraph: LONDRES.—El enemigo bombardeó nuestra primera línea de trincheras, en mayor escala en el frente Sur del Ancre. xyxy=(22,337,255,376)
headline-mejico: LO DE MEJICO xyxy=(516,1705,738,1739)
article-paragraph: La benemérita y algunos seguros acudieron á prestar auxilio y poco después llegaron las autoridades y vecinos, recogiendo al aviador y trasladándolo al pueblo, en donde se le curó de lesiones leves en la cara y en las piernas. xyxy=(511,2271,743,2362)
article-paragraph: El establecimiento de baños de mar y el Café del Casino de Hendaya-playa, se hallan abiertos al público. xyxy=(755,2273,987,2312)
article-paragraph: Telegrafían de Santander que la reina Victoria, su madre la princesa Beatriz y los infantes estuvieron ayer mañana en la playa y luego pasearon por la población. xyxy=(755,1577,987,1629)
article-paragraph: La comida se verificó en el típico merendero «Zancardia», del barrio de Ignacio, reinando entre los comensales la más franca cordialidad y alegría. xyxy=(1245,1586,1501,1638)
article-paragraph: Bien, admirablemente bien, estuvo el buen Gallo en su labor, y su cuadrilla de banderilleros y picadores, en una tarde admirable, fué en conjunto muy aplaudida. Se clavaron algunos pares de banderillas superiores. xyxy=(999,989,1233,1067)
subheadline: Comunicados oficiales xyxy=(57,1610,221,1625)
article-paragraph: Prudencio Iglesias Hermida, que posee una colección exacta á las que hoy se hallan en los museos citados, la regala al Museo Moderno de Madrid, pero antes se propone exponerla en uno de los principales edificios de San Sebastián. xyxy=(755,251,987,330)
headline-sartako: Club Deportivo "Sartako" xyxy=(1247,1743,1499,1764)
headline-centro-obrero: En el Centro obrero xyxy=(804,1181,938,1196)
article-paragraph: LONDRES.—A las cuatro de la tarde el Almirantazgo ha facilitado una nota con algunos detalles de la incursión de zeppelines de anteanoche. xyxy=(267,684,499,736)
subheadline: (Por telegrafía) xyxy=(570,1741,684,1756)
article-paragraph: La ofensiva se desarrolla en todo el frente. xyxy=(22,1100,255,1126)
ad-line: Depósito General Llimousin Hnos.-Tolosa xyxy=(1265,370,1480,382)
headline-monte: Monte de Piedad Municipal xyxy=(1249,1225,1497,1246)
ad-line: Entierros modestos. Servicio permanente xyxy=(544,1667,710,1691)
article-paragraph: BERLIN.—Los continuos duelos de artillería al Norte del Somme, siguieron durante la tarde en el sector de Thiepval, bosque de Foureaux y Maurepas ataques de infantería que fueron rechazados. xyxy=(22,616,255,682)
article-paragraph: Briviesca, en donde fué facturado para Madrid, marchando luego Hedilla en tren á la Corte en donde será obsequiado con un banquete por los socios del Aero-Club, por su raid Barcelona-Palma de Mallorca. xyxy=(755,58,987,123)
program-item: 2. La Bearnaise (fantasía).—Messager. xyxy=(1008,1630,1218,1643)
article-paragraph: Programa para hoy: xyxy=(520,1337,629,1350)
